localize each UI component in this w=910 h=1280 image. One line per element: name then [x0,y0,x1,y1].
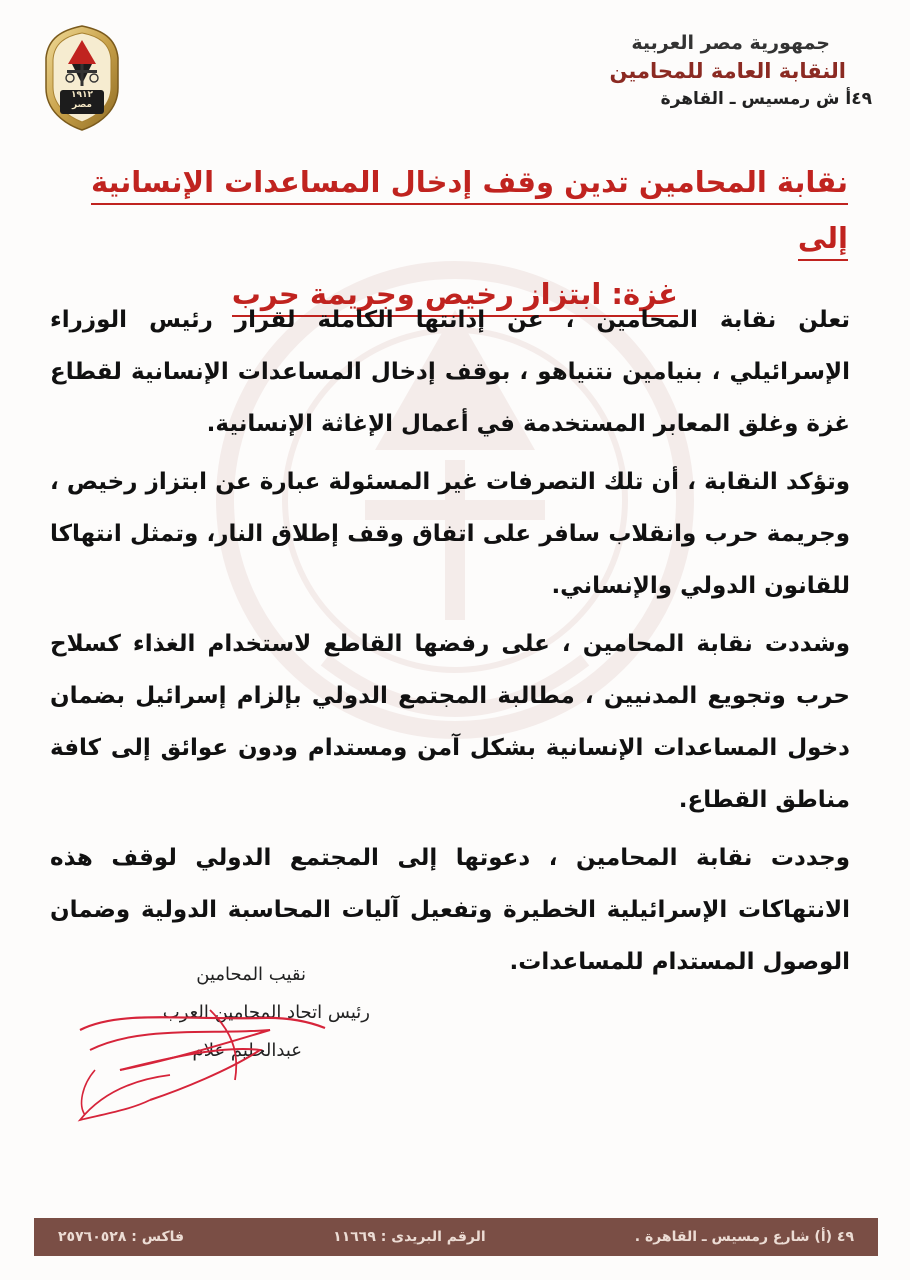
logo-year: ١٩١٢ [71,90,93,100]
headline-line-2-text: غزة: ابتزاز رخيص وجريمة حرب [232,277,678,317]
handwritten-signature [60,990,340,1140]
headline-line-1 [48,154,848,266]
footer-postal: الرقم البريدى : ١١٦٦٩ [333,1229,486,1245]
logo-country: مصر [71,100,93,110]
footer-bar [34,1218,878,1256]
organization-name: النقابة العامة للمحامين [609,59,846,83]
signatory-title: نقيب المحامين [196,964,306,985]
footer-fax: فاكس : ٢٥٧٦٠٥٢٨ [58,1229,185,1245]
signatory-name: عبدالحليم علام [192,1040,302,1061]
logo-text [44,90,120,110]
letterhead-address: ٤٩أ ش رمسيس ـ القاهرة [660,89,872,109]
paragraph-1: تعلن نقابة المحامين ، عن إدانتها الكاملة لقرار رئيس الوزراء الإسرائيلي ، بنيامين نتنياهو ، بوقف إدخال المساعدات الإنسانية لقطاع غزة وغلق المعابر المستخدمة في أعمال الإغاثة الإنسانية. [50,307,850,437]
paragraph-4: وجددت نقابة المحامين ، دعوتها إلى المجتمع الدولي لوقف هذه الانتهاكات الإسرائيلية الخطيرة وتفعيل آليات المحاسبة الدولية وضمان الوصول المستدام للمساعدات. [50,845,850,975]
headline-line-1-text: نقابة المحامين تدين وقف إدخال المساعدات الإنسانية إلى [91,165,848,261]
signatory-subtitle: رئيس اتحاد المحامين العرب [162,1002,370,1023]
syndicate-logo [44,24,120,132]
letterhead [430,30,872,112]
paragraph-2: وتؤكد النقابة ، أن تلك التصرفات غير المسئولة عبارة عن ابتزاز رخيص ، وجريمة حرب وانقلاب سافر على اتفاق وقف إطلاق النار، وتمثل انتهاكا للقانون الدولي والإنساني. [50,469,850,599]
paragraph-3: وشددت نقابة المحامين ، على رفضها القاطع لاستخدام الغذاء كسلاح حرب وتجويع المدنيين ، مطالبة المجتمع الدولي بإلزام إسرائيل بضمان دخول المساعدات الإنسانية بشكل آمن ومستدام ودون عوائق إلى كافة مناطق القطاع. [50,631,850,813]
statement-body [50,294,850,994]
footer-address: ٤٩ (أ) شارع رمسيس ـ القاهرة . [634,1229,854,1245]
country-name: جمهورية مصر العربية [631,32,830,54]
